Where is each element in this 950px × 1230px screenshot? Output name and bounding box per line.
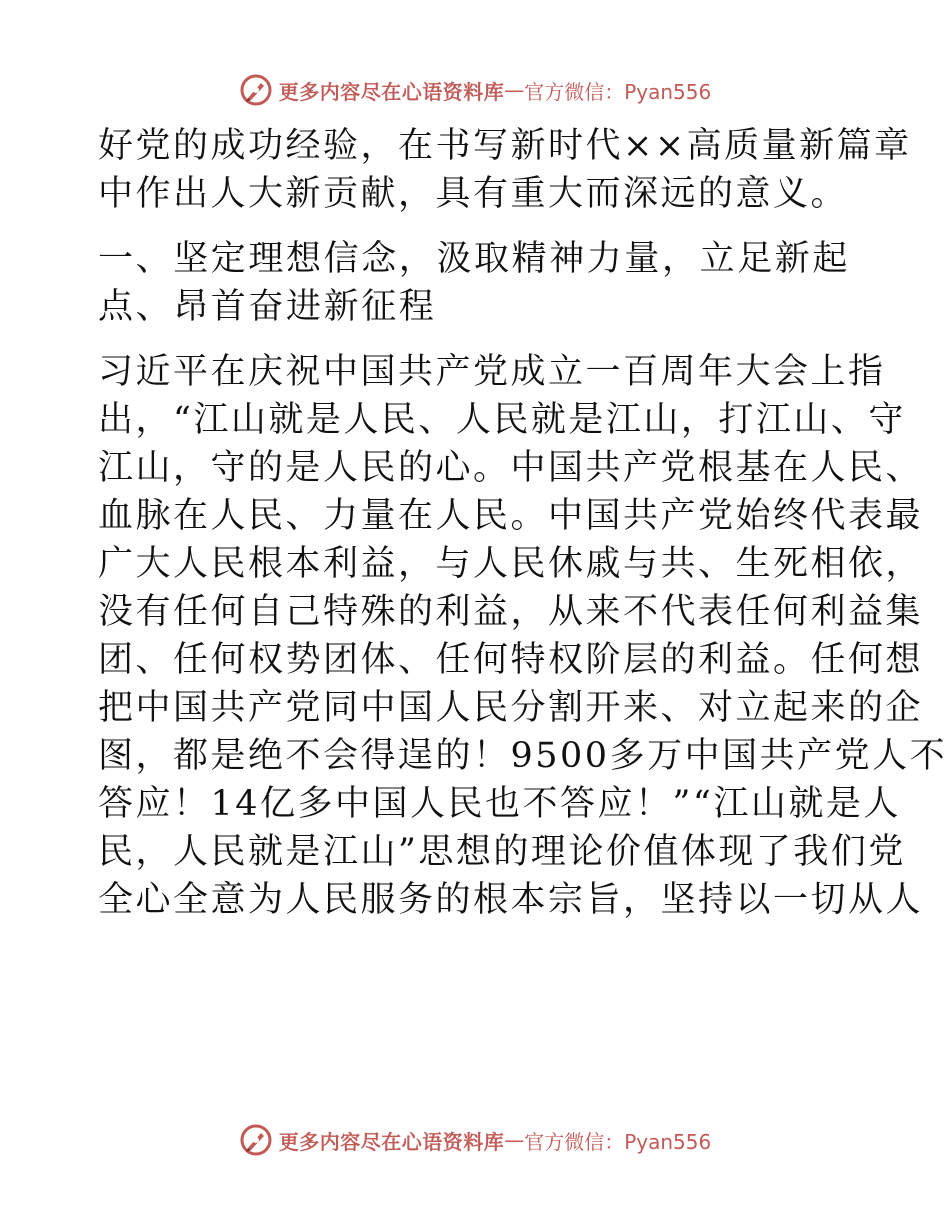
paragraph-2-line: 出，“江山就是人民、人民就是江山，打江山、守 bbox=[98, 400, 906, 440]
section-heading-line: 一、坚定理想信念，汲取精神力量，立足新起 bbox=[98, 239, 851, 279]
paragraph-2-line: 团、任何权势团体、任何特权阶层的利益。任何想 bbox=[98, 640, 924, 680]
paragraph-2-line: 没有任何自己特殊的利益，从来不代表任何利益集 bbox=[98, 592, 924, 632]
paragraph-2-line: 江山，守的是人民的心。中国共产党根基在人民、 bbox=[98, 448, 924, 488]
pen-quill-logo-icon bbox=[239, 1123, 273, 1157]
watermark-brand-text: 更多内容尽在心语资料库 bbox=[278, 1129, 505, 1154]
paragraph-2-line: 习近平在庆祝中国共产党成立一百周年大会上指 bbox=[98, 352, 886, 392]
paragraph-2-line: 全心全意为人民服务的根本宗旨，坚持以一切从人 bbox=[98, 880, 924, 920]
watermark-wechat-text: 官方微信：Pyan556 bbox=[524, 1129, 712, 1154]
paragraph-2-line: 答应！14亿多中国人民也不答应！”“江山就是人 bbox=[98, 784, 901, 824]
watermark-wechat-text: 官方微信：Pyan556 bbox=[524, 79, 712, 104]
footer-watermark bbox=[0, 1120, 950, 1160]
section-heading-line: 点、昂首奋进新征程 bbox=[98, 287, 437, 327]
paragraph-2-line: 广大人民根本利益，与人民休戚与共、生死相依， bbox=[98, 544, 924, 584]
paragraph-1-line: 好党的成功经验，在书写新时代××高质量新篇章 bbox=[98, 126, 912, 166]
paragraph-1-line: 中作出人大新贡献，具有重大而深远的意义。 bbox=[98, 174, 849, 214]
watermark-brand-text: 更多内容尽在心语资料库 bbox=[278, 79, 505, 104]
watermark-separator: — bbox=[504, 1128, 525, 1152]
document-body bbox=[98, 122, 948, 924]
paragraph-2-line: 血脉在人民、力量在人民。中国共产党始终代表最 bbox=[98, 496, 924, 536]
paragraph-2-line: 图，都是绝不会得逞的！9500多万中国共产党人不 bbox=[98, 736, 948, 776]
header-watermark bbox=[0, 70, 950, 110]
watermark-separator: — bbox=[504, 78, 525, 102]
paragraph-2-line: 民，人民就是江山”思想的理论价值体现了我们党 bbox=[98, 832, 906, 872]
paragraph-2-line: 把中国共产党同中国人民分割开来、对立起来的企 bbox=[98, 688, 924, 728]
pen-quill-logo-icon bbox=[239, 73, 273, 107]
